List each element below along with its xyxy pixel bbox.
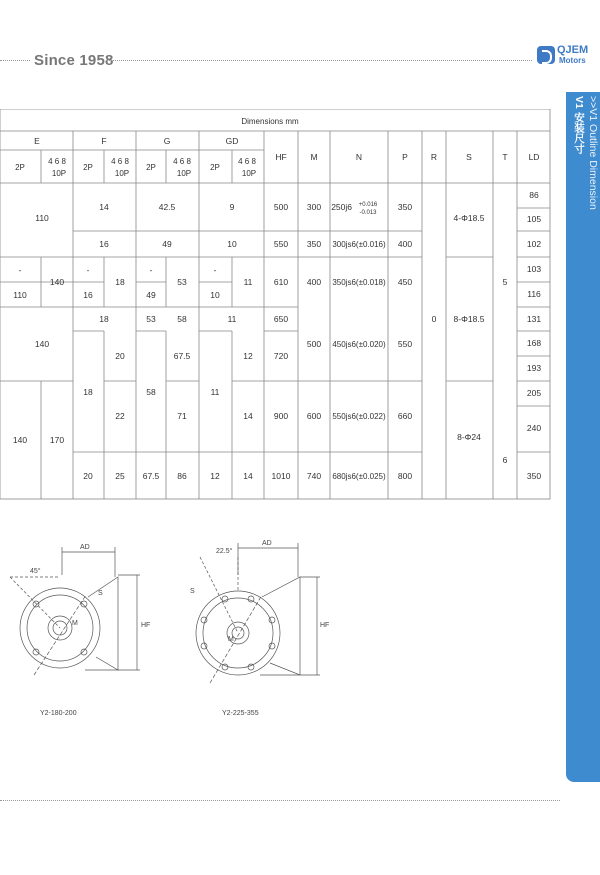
right-caption: Y2-225-355 bbox=[222, 710, 259, 717]
cell-F-r4: 18 bbox=[99, 314, 109, 324]
cell-G-r2: 49 bbox=[162, 239, 172, 249]
cell-E-r3b: 110 bbox=[13, 290, 27, 300]
cell-GD-r8b: 14 bbox=[243, 471, 253, 481]
cell-F-r2: 16 bbox=[99, 239, 109, 249]
header-G: G bbox=[163, 136, 171, 146]
cell-P-r6: 800 bbox=[397, 471, 413, 481]
outline-drawings bbox=[0, 535, 340, 725]
cell-S-g3: 8-Φ24 bbox=[457, 432, 481, 442]
left-angle-label: 45° bbox=[30, 568, 41, 575]
right-m-label: M bbox=[228, 636, 234, 643]
cell-E-r5b: 170 bbox=[49, 435, 65, 445]
cell-LD-3: 103 bbox=[526, 264, 542, 274]
header-HF: HF bbox=[275, 152, 287, 162]
cell-E-r5a: 140 bbox=[12, 435, 28, 445]
subheader-F-10p: 10P bbox=[114, 169, 130, 178]
cell-G-r6: 58 bbox=[146, 387, 156, 397]
cell-N-r4: 450js6(±0.020) bbox=[332, 340, 386, 349]
cell-GD-r2: 10 bbox=[227, 239, 237, 249]
cell-GD-r6: 11 bbox=[210, 387, 220, 397]
cell-LD-4: 116 bbox=[527, 289, 541, 299]
cell-F-r3b: 16 bbox=[83, 290, 93, 300]
cell-N-r1-tol-up: +0.016 bbox=[358, 202, 378, 208]
cell-G-r8a: 67.5 bbox=[142, 471, 160, 481]
cell-LD-9: 240 bbox=[526, 423, 542, 433]
cell-F-r7: 22 bbox=[115, 411, 125, 421]
left-m-label: M bbox=[72, 620, 78, 627]
section-title-cn: V1 安装尺寸 bbox=[573, 96, 585, 154]
header-P: P bbox=[402, 152, 408, 162]
cell-G-r4b: 58 bbox=[177, 314, 187, 324]
table-body bbox=[13, 190, 541, 481]
cell-LD-6: 168 bbox=[526, 338, 542, 348]
dimension-table bbox=[0, 109, 552, 509]
subheader-G-468: 4 6 8 bbox=[173, 157, 191, 166]
qjem-logo bbox=[537, 44, 593, 68]
table-title: Dimensions mm bbox=[241, 117, 299, 126]
brand-name: QJEM bbox=[557, 44, 589, 56]
since-1958-slogan: Since 1958 bbox=[34, 52, 114, 69]
subheader-E-468: 4 6 8 bbox=[48, 157, 66, 166]
cell-G-r3c: 53 bbox=[177, 277, 187, 287]
subheader-G-2p: 2P bbox=[146, 163, 156, 172]
cell-N-r3: 350js6(±0.018) bbox=[332, 278, 386, 287]
cell-M-r1: 300 bbox=[306, 202, 322, 212]
cell-F-r6: 18 bbox=[83, 387, 93, 397]
right-angle-label: 22.5° bbox=[216, 548, 233, 555]
header-T: T bbox=[502, 152, 508, 162]
qjem-logo-icon bbox=[537, 46, 555, 64]
cell-GD-r8a: 12 bbox=[210, 471, 220, 481]
cell-GD-r7: 14 bbox=[243, 411, 253, 421]
cell-LD-0: 86 bbox=[529, 190, 539, 200]
cell-GD-r3c: 11 bbox=[243, 277, 253, 287]
right-ad-label: AD bbox=[262, 540, 272, 547]
left-hf-label: HF bbox=[141, 622, 151, 629]
left-s-label: S bbox=[98, 590, 103, 597]
cell-GD-r4: 11 bbox=[227, 314, 237, 324]
cell-P-r4: 550 bbox=[397, 339, 413, 349]
brand-subtitle: Motors bbox=[559, 56, 586, 65]
header-N: N bbox=[355, 152, 363, 162]
cell-N-r1-tol-down: -0.013 bbox=[359, 210, 377, 216]
cell-S-g2: 8-Φ18.5 bbox=[453, 314, 485, 324]
cell-LD-2: 102 bbox=[526, 239, 542, 249]
cell-HF-r6: 900 bbox=[273, 411, 289, 421]
cell-P-r1: 350 bbox=[397, 202, 413, 212]
cell-G-r1: 42.5 bbox=[158, 202, 176, 212]
header-F: F bbox=[101, 136, 107, 146]
subheader-G-10p: 10P bbox=[176, 169, 192, 178]
cell-HF-r2: 550 bbox=[273, 239, 289, 249]
header-dotted-rule bbox=[0, 60, 30, 61]
subheader-GD-10p: 10P bbox=[241, 169, 257, 178]
cell-N-r1: 250j6 bbox=[331, 202, 352, 212]
subheader-E-10p: 10P bbox=[51, 169, 67, 178]
cell-HF-r4: 650 bbox=[273, 314, 289, 324]
cell-F-r3a: - bbox=[86, 265, 90, 275]
subheader-GD-2p: 2P bbox=[210, 163, 220, 172]
cell-P-r5: 660 bbox=[397, 411, 413, 421]
cell-G-r5: 67.5 bbox=[173, 351, 191, 361]
cell-T-g2: 6 bbox=[502, 455, 508, 465]
cell-F-r8a: 20 bbox=[83, 471, 93, 481]
cell-E-r1: 110 bbox=[35, 213, 49, 223]
header-S: S bbox=[466, 152, 472, 162]
subheader-E-2p: 2P bbox=[15, 163, 25, 172]
cell-N-r6: 680js6(±0.025) bbox=[332, 472, 386, 481]
cell-LD-5: 131 bbox=[526, 314, 542, 324]
header-LD: LD bbox=[528, 152, 540, 162]
subheader-F-2p: 2P bbox=[83, 163, 93, 172]
cell-GD-r3a: - bbox=[213, 265, 217, 275]
header-M: M bbox=[310, 152, 318, 162]
cell-G-r8b: 86 bbox=[177, 471, 187, 481]
cell-G-r3b: 49 bbox=[146, 290, 156, 300]
left-ad-label: AD bbox=[80, 544, 90, 551]
cell-F-r1: 14 bbox=[99, 202, 109, 212]
header-dotted-rule-right bbox=[106, 60, 532, 61]
left-caption: Y2-180-200 bbox=[40, 710, 77, 717]
drawing-right-labels bbox=[190, 540, 329, 717]
subheader-GD-468: 4 6 8 bbox=[238, 157, 256, 166]
cell-E-r3c: 140 bbox=[49, 277, 65, 287]
cell-G-r3a: - bbox=[149, 265, 153, 275]
cell-G-r4a: 53 bbox=[146, 314, 156, 324]
cell-E-r4: 140 bbox=[34, 339, 50, 349]
header-GD: GD bbox=[225, 136, 239, 146]
cell-HF-r5: 720 bbox=[273, 351, 289, 361]
cell-P-r2: 400 bbox=[397, 239, 413, 249]
cell-M-r5: 600 bbox=[306, 411, 322, 421]
header-E: E bbox=[34, 136, 40, 146]
cell-F-r8b: 25 bbox=[115, 471, 125, 481]
section-title-vertical bbox=[572, 96, 600, 210]
cell-M-r3: 400 bbox=[306, 277, 322, 287]
cell-T-g1: 5 bbox=[502, 277, 508, 287]
subheader-F-468: 4 6 8 bbox=[111, 157, 129, 166]
cell-GD-r1: 9 bbox=[229, 202, 235, 212]
cell-E-r3a: - bbox=[18, 265, 22, 275]
cell-HF-r1: 500 bbox=[273, 202, 289, 212]
cell-HF-r3: 610 bbox=[273, 277, 289, 287]
cell-M-r2: 350 bbox=[306, 239, 322, 249]
table-header bbox=[34, 136, 539, 162]
cell-F-r5a: 20 bbox=[115, 351, 125, 361]
cell-LD-1: 105 bbox=[526, 214, 542, 224]
section-title-en: >>V1 Outline Dimension bbox=[587, 96, 599, 210]
cell-LD-8: 205 bbox=[526, 388, 542, 398]
drawing-y2-180-200 bbox=[10, 547, 140, 675]
cell-N-r5: 550js6(±0.022) bbox=[332, 412, 386, 421]
right-hf-label: HF bbox=[320, 622, 330, 629]
cell-M-r4: 500 bbox=[306, 339, 322, 349]
cell-GD-r5: 12 bbox=[243, 351, 253, 361]
cell-LD-10: 350 bbox=[526, 471, 542, 481]
cell-N-r2: 300js6(±0.016) bbox=[332, 240, 386, 249]
cell-HF-r7: 1010 bbox=[271, 471, 291, 481]
header-R: R bbox=[430, 152, 438, 162]
drawing-y2-225-355 bbox=[196, 543, 320, 683]
cell-P-r3: 450 bbox=[397, 277, 413, 287]
right-s-label: S bbox=[190, 588, 195, 595]
cell-LD-7: 193 bbox=[526, 363, 542, 373]
cell-GD-r3b: 10 bbox=[210, 290, 220, 300]
footer-dotted-rule bbox=[0, 800, 560, 801]
cell-G-r7: 71 bbox=[177, 411, 187, 421]
cell-R: 0 bbox=[431, 314, 437, 324]
cell-S-g1: 4-Φ18.5 bbox=[453, 213, 485, 223]
cell-M-r6: 740 bbox=[306, 471, 322, 481]
cell-F-r3c: 18 bbox=[115, 277, 125, 287]
